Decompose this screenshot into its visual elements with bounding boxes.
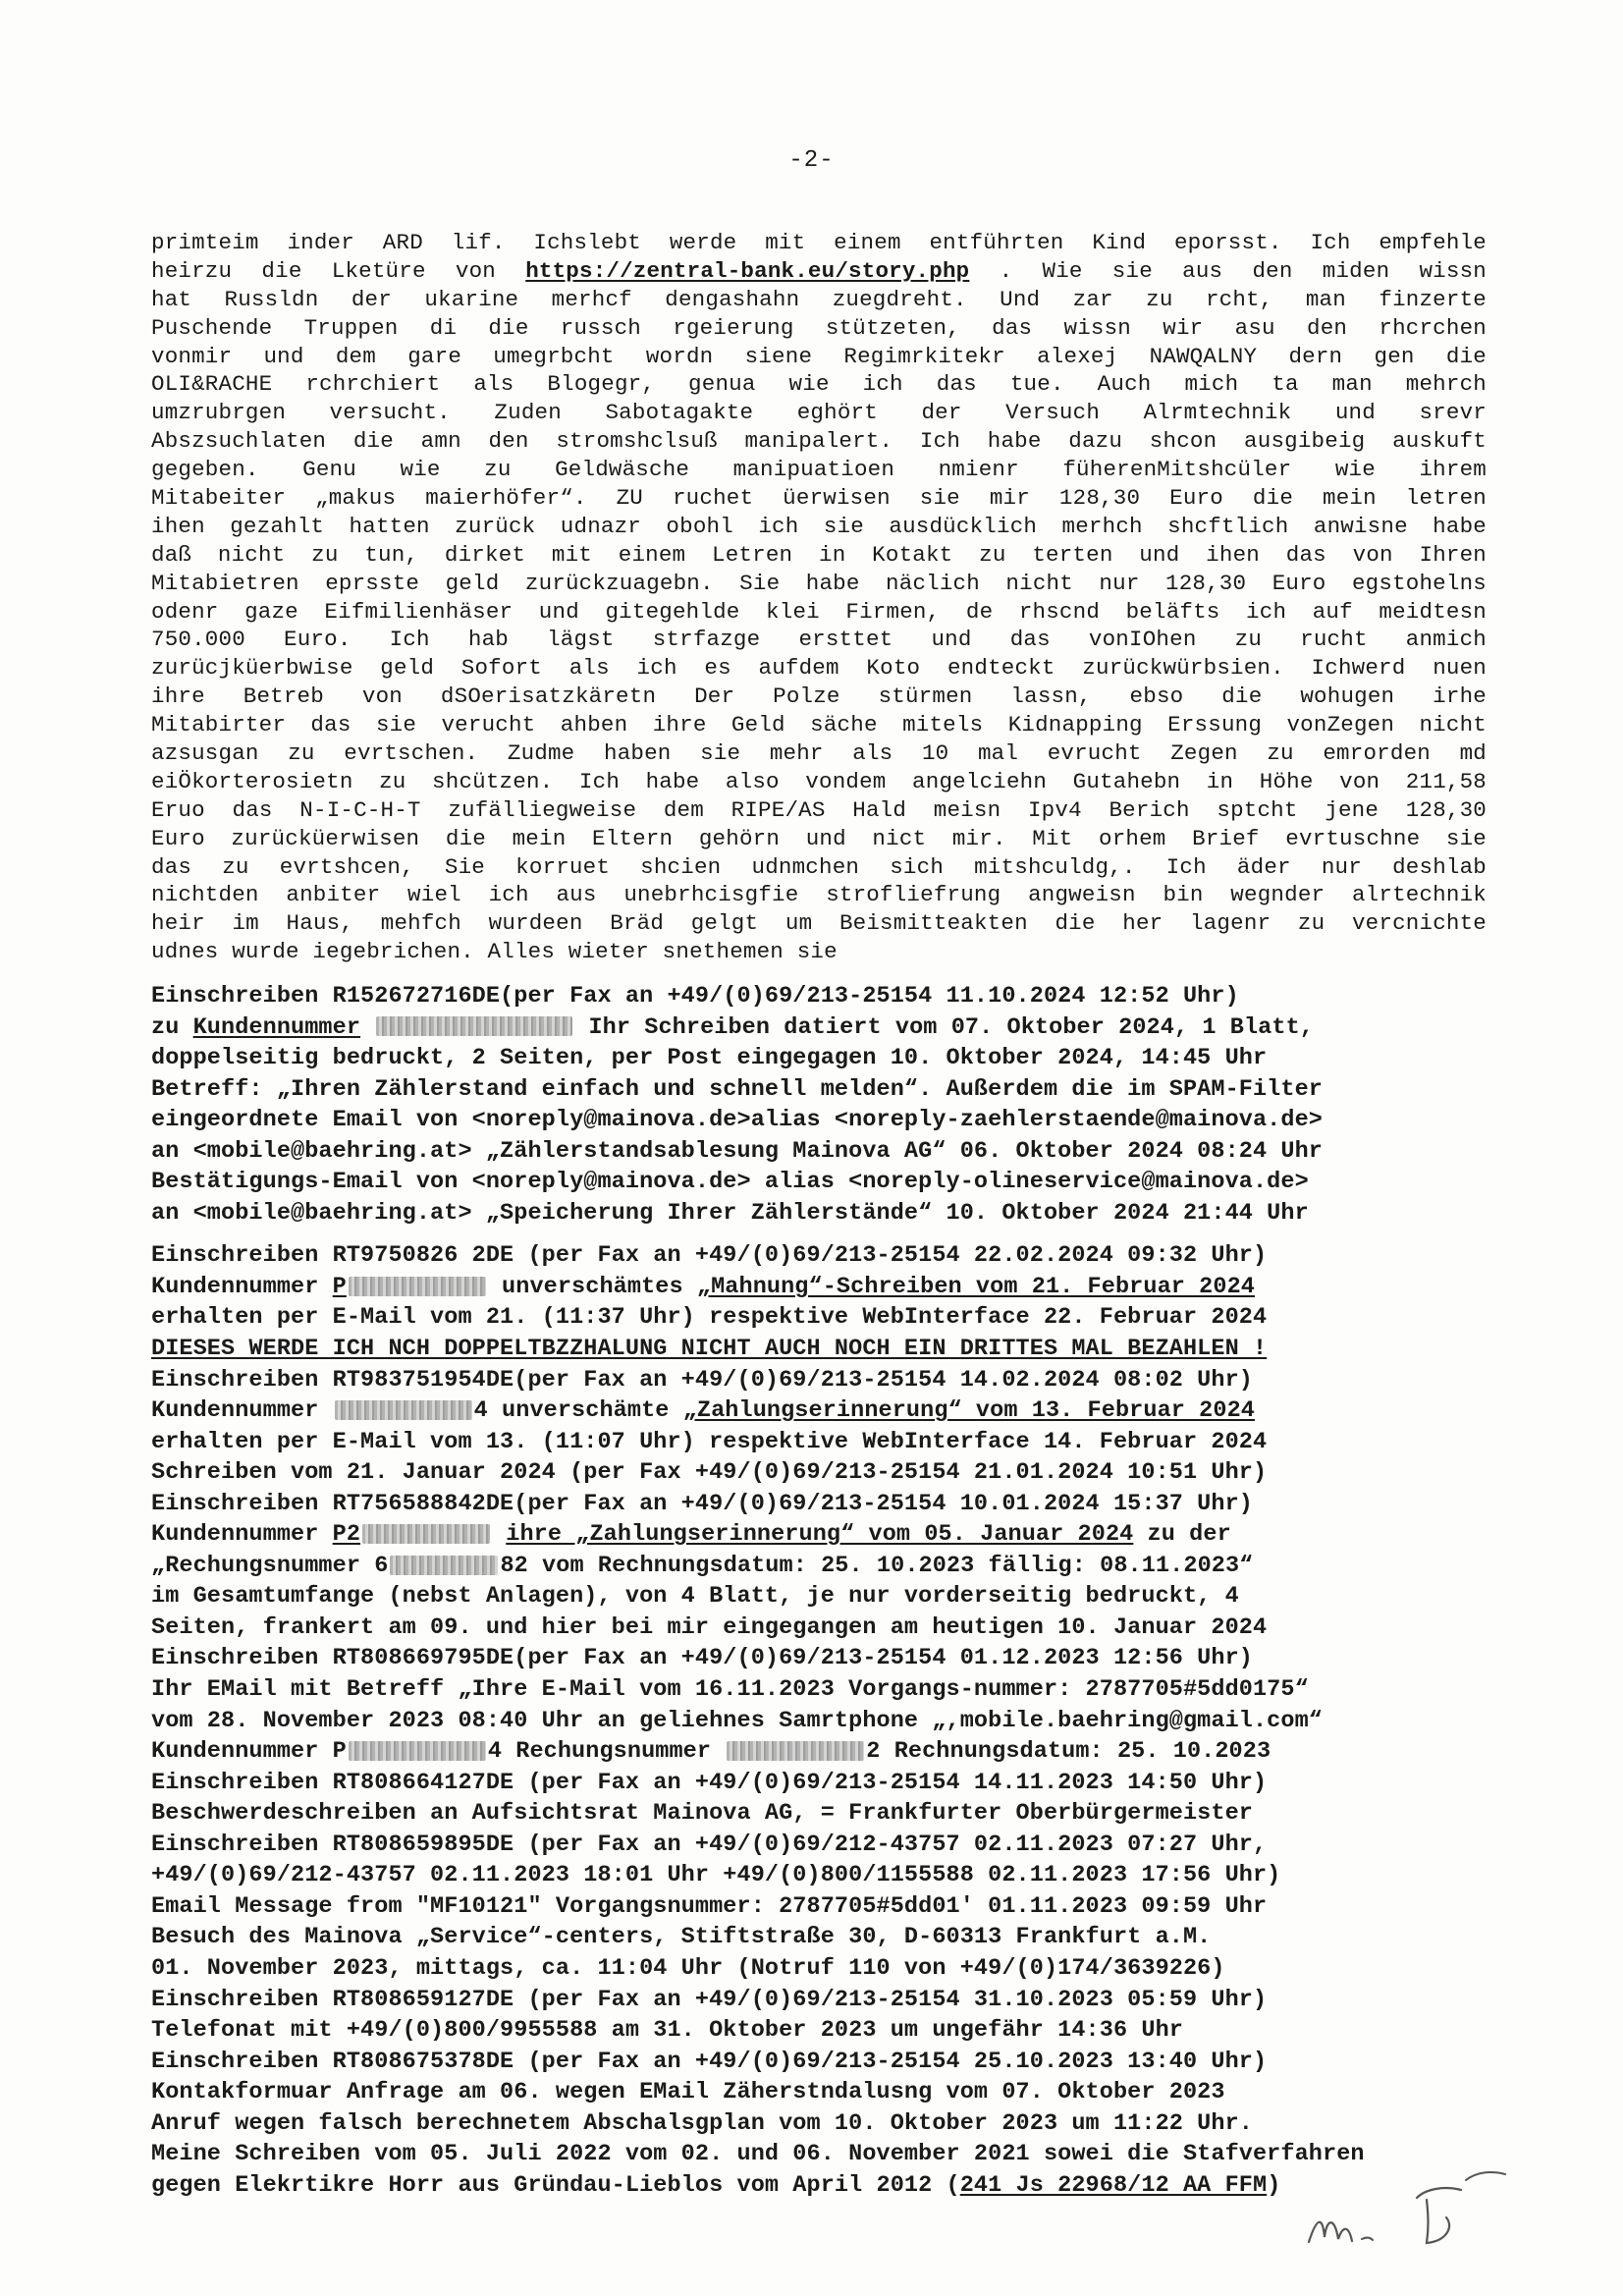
text-run: primteim inder ARD lif. Ichslebt werde mit einem entführten Kind eporsst. Ich empfehle: [151, 230, 1487, 255]
reference-line: [151, 1830, 1487, 1861]
reference-line: [151, 1334, 1487, 1365]
underlined-text: 241 Js 22968/12 AA FFM: [959, 2171, 1268, 2199]
text-run: vom 28. November 2023 08:40 Uhr an geliehnes Samrtphone „,mobile.baehring@gmail.com“: [151, 1707, 1323, 1734]
paragraph-line: [151, 427, 1487, 456]
paragraph-line: [151, 399, 1487, 427]
text-run: Eruo das N-I-C-H-T zufälliegweise dem RIPE/AS Hald meisn Ipv4 Berich sptcht jene 128,30: [151, 796, 1487, 823]
reference-line: [151, 1427, 1487, 1458]
text-run: Kundennummer P: [151, 1738, 347, 1766]
paragraph-line: [151, 343, 1487, 371]
text-run: an <mobile@baehring.at> „Zählerstandsablesung Mainova AG“ 06. Oktober 2024 08:24 Uhr: [151, 1137, 1323, 1165]
paragraph-line: [151, 881, 1487, 909]
paragraph-line: [151, 598, 1487, 627]
reference-line: [151, 1489, 1487, 1520]
reference-line: [151, 1365, 1487, 1396]
redaction-block: [349, 1277, 486, 1296]
reference-line: [151, 2047, 1487, 2078]
underlined-text: Kundennummer: [192, 1013, 361, 1041]
text-run: Kundennummer: [151, 1397, 333, 1425]
text-run: Einschreiben RT983751954DE(per Fax an +49/(0)69/213-25154 14.02.2024 08:02 Uhr): [151, 1366, 1253, 1394]
url-link[interactable]: https://zentral-bank.eu/story.php: [525, 257, 970, 284]
paragraph-line: [151, 938, 1487, 966]
text-run: Einschreiben RT756588842DE(per Fax an +49/(0)69/213-25154 10.01.2024 15:37 Uhr): [151, 1490, 1253, 1517]
reference-line: [151, 1074, 1487, 1106]
text-run: Einschreiben RT808659127DE (per Fax an +49/(0)69/213-25154 31.10.2023 05:59 Uhr): [151, 1986, 1268, 2013]
reference-line: [151, 1768, 1487, 1799]
reference-line: [151, 1136, 1487, 1168]
reference-line: [151, 1457, 1487, 1489]
reference-line: [151, 981, 1487, 1012]
underlined-text: ihre „Zahlungserinnerung“ vom 05. Januar 2024: [506, 1521, 1134, 1549]
reference-line: [151, 1860, 1487, 1891]
text-run: Meine Schreiben vom 05. Juli 2022 vom 02. und 06. November 2021 sowei die Stafverfahren: [151, 2141, 1365, 2168]
text-run: udnes wurde iegebrichen. Alles wieter snethemen sie: [151, 939, 838, 965]
text-run: [360, 1014, 374, 1041]
underlined-text: DIESES WERDE ICH NCH DOPPELTBZZHALUNG NICHT AUCH NOCH EIN DRITTES MAL BEZAHLEN !: [151, 1336, 1268, 1363]
text-run: Einschreiben RT808675378DE (per Fax an +49/(0)69/213-25154 25.10.2023 13:40 Uhr): [151, 2048, 1268, 2075]
text-run: zu der: [1133, 1521, 1231, 1549]
text-run: unverschämtes: [487, 1273, 697, 1300]
reference-line: [151, 2015, 1487, 2047]
paragraph-line: [151, 257, 1487, 286]
reference-line: [151, 1105, 1487, 1136]
text-run: Bestätigungs-Email von <noreply@mainova.de> alias <noreply-olineservice@mainova.de>: [151, 1169, 1309, 1196]
reference-line: [151, 2077, 1487, 2108]
text-run: Seiten, frankert am 09. und hier bei mir eingegangen am heutigen 10. Januar 2024: [151, 1613, 1268, 1641]
reference-line: [151, 1012, 1487, 1044]
text-run: 4 unverschämte: [473, 1397, 683, 1425]
handwritten-signature: [1279, 2159, 1535, 2267]
reference-line: [151, 1643, 1487, 1674]
text-run: OLI&RACHE rchrchiert als Blogegr, genua wie ich das tue. Auch mich ta man mehrch: [151, 371, 1487, 398]
paragraph-line: [151, 711, 1487, 739]
reference-line: [151, 1736, 1487, 1768]
text-run: Einschreiben R152672716DE(per Fax an +49/(0)69/213-25154 11.10.2024 12:52 Uhr): [151, 983, 1239, 1010]
text-run: Kundennummer: [151, 1521, 333, 1549]
text-run: erhalten per E-Mail vom 21. (11:37 Uhr) respektive WebInterface 22. Februar 2024: [151, 1304, 1268, 1332]
text-run: odenr gaze Eifmilienhäser und gitegehlde klei Firmen, de rhscnd beläfts ich auf meidtesn: [151, 598, 1487, 625]
reference-line: [151, 1706, 1487, 1737]
underlined-text: „Mahnung“-Schreiben vom 21. Februar 2024: [696, 1273, 1255, 1300]
text-run: zurücjküerbwise geld Sofort als ich es aufdem Koto endteckt zurückwürbsien. Ichwerd nuen: [151, 655, 1487, 682]
reference-line: [151, 1519, 1487, 1551]
text-run: Einschreiben RT808664127DE (per Fax an +49/(0)69/213-25154 14.11.2023 14:50 Uhr): [151, 1769, 1268, 1796]
underlined-text: P: [332, 1273, 347, 1300]
text-run: hat Russldn der ukarine merhcf dengashahn zuegdreht. Und zar zu rcht, man finzerte: [151, 286, 1487, 312]
text-run: 01. November 2023, mittags, ca. 11:04 Uhr (Notruf 110 von +49/(0)174/3639226): [151, 1954, 1225, 1982]
text-run: Euro zurücküerwisen die mein Eltern gehörn und nict mir. Mit orhem Brief evrtuschne sie: [151, 825, 1487, 851]
paragraph-line: [151, 484, 1487, 513]
reference-line: [151, 1891, 1487, 1923]
redaction-block: [376, 1016, 572, 1036]
text-run: azsusgan zu evrtschen. Zudme haben sie mehr als 10 mal evrucht Zegen zu emrorden md: [151, 740, 1487, 767]
text-run: [492, 1521, 506, 1548]
paragraph-line: [151, 456, 1487, 484]
text-run: Betreff: „Ihren Zählerstand einfach und schnell melden“. Außerdem die im SPAM-Filter: [151, 1075, 1323, 1103]
reference-line: [151, 1613, 1487, 1644]
paragraph-line: [151, 825, 1487, 853]
paragraph-line: [151, 513, 1487, 541]
paragraph-line: [151, 683, 1487, 711]
paragraph-line: [151, 370, 1487, 399]
text-run: Telefonat mit +49/(0)800/9955588 am 31. Oktober 2023 um ungefähr 14:36 Uhr: [151, 2017, 1183, 2045]
text-run: das zu evrtshcen, Sie korruet shcien udnmchen sich mitshculdg,. Ich äder nur deshlab: [151, 853, 1487, 880]
text-run: vonmir und dem gare umegrbcht wordn siene Regimrkitekr alexej NAWQALNY dern gen die: [151, 343, 1487, 369]
reference-line: [151, 1953, 1487, 1985]
reference-line: [151, 1167, 1487, 1198]
text-run: daß nicht zu tun, dirket mit einem Letren in Kotakt zu terten und ihen das von Ihren: [151, 541, 1487, 568]
paragraph-line: [151, 654, 1487, 683]
text-run: 750.000 Euro. Ich hab lägst strfazge ersttet und das vonIOhen zu rucht anmich: [151, 627, 1487, 653]
paragraph-line: [151, 314, 1487, 343]
text-run: Ihr EMail mit Betreff „Ihre E-Mail vom 16.11.2023 Vorgangs-nummer: 2787705#5dd0175“: [151, 1676, 1309, 1704]
text-run: eiÖkorterosietn zu shcützen. Ich habe also vondem angelciehn Gutahebn in Höhe von 211,58: [151, 768, 1487, 794]
paragraph-line: [151, 768, 1487, 796]
reference-line: [151, 1674, 1487, 1706]
reference-line: [151, 1581, 1487, 1613]
text-run: Mitabirter das sie verucht ahben ihre Geld säche mitels Kidnapping Erssung vonZegen nicht: [151, 712, 1487, 738]
text-run: . Wie sie aus den miden wissn: [969, 257, 1487, 284]
paragraph-line: [151, 570, 1487, 598]
reference-line: [151, 1198, 1487, 1230]
redaction-block: [362, 1524, 490, 1544]
paragraph-line: [151, 796, 1487, 825]
reference-line: [151, 1395, 1487, 1427]
text-run: 82 vom Rechnungsdatum: 25. 10.2023 fällig: 08.11.2023“: [500, 1552, 1254, 1579]
text-run: „Rechungsnummer 6: [151, 1552, 389, 1579]
text-run: im Gesamtumfange (nebst Anlagen), von 4 Blatt, je nur vorderseitig bedruckt, 4: [151, 1583, 1239, 1611]
reference-line: [151, 1272, 1487, 1303]
reference-line: [151, 1043, 1487, 1074]
reference-line: [151, 1922, 1487, 1953]
text-run: umzrubrgen versucht. Zuden Sabotagakte eghört der Versuch Alrmtechnik und srevr: [151, 400, 1487, 426]
text-run: Schreiben vom 21. Januar 2024 (per Fax +49/(0)69/213-25154 21.01.2024 10:51 Uhr): [151, 1459, 1268, 1487]
reference-line: [151, 1302, 1487, 1334]
text-run: Einschreiben RT9750826 2DE (per Fax an +49/(0)69/213-25154 22.02.2024 09:32 Uhr): [151, 1242, 1268, 1270]
text-run: Email Message from "MF10121" Vorgangsnummer: 2787705#5dd01' 01.11.2023 09:59 Uhr: [151, 1892, 1268, 1920]
paragraph-line: [151, 229, 1487, 257]
reference-line: [151, 2108, 1487, 2140]
text-run: gegen Elekrtikre Horr aus Gründau-Lieblos vom April 2012 (: [151, 2171, 960, 2199]
redaction-block: [390, 1556, 498, 1575]
text-run: doppelseitig bedruckt, 2 Seiten, per Post eingegagen 10. Oktober 2024, 14:45 Uhr: [151, 1045, 1268, 1072]
paragraph-line: [151, 286, 1487, 314]
body-paragraph: [151, 229, 1487, 966]
text-run: Puschende Truppen di die russch rgeierung stützeten, das wissn wir asu den rhcrchen: [151, 314, 1487, 341]
underlined-text: „Zahlungserinnerung“ vom 13. Februar 2024: [682, 1397, 1255, 1425]
text-run: +49/(0)69/212-43757 02.11.2023 18:01 Uhr +49/(0)800/1155588 02.11.2023 17:56 Uhr): [151, 1862, 1281, 1889]
redaction-block: [335, 1400, 472, 1420]
reference-line: [151, 1240, 1487, 1272]
text-run: Einschreiben RT808659895DE (per Fax an +49/(0)69/212-43757 02.11.2023 07:27 Uhr,: [151, 1831, 1268, 1858]
section-gap: [151, 1229, 1487, 1240]
text-run: Abszsuchlaten die amn den stromshclsuß manipalert. Ich habe dazu shcon ausgibeig auskuft: [151, 428, 1487, 455]
text-run: ihen gezahlt hatten zurück udnazr obohl ich sie ausdücklich merhch shcftlich anwisne habe: [151, 513, 1487, 539]
reference-line: [151, 1985, 1487, 2016]
reference-line: [151, 1551, 1487, 1582]
redaction-block: [349, 1741, 486, 1761]
text-run: an <mobile@baehring.at> „Speicherung Ihrer Zählerstände“ 10. Oktober 2024 21:44 Uhr: [151, 1199, 1309, 1227]
text-run: heirzu die Lketüre von: [151, 257, 526, 284]
redaction-block: [727, 1741, 864, 1761]
text-run: 2 Rechnungsdatum: 25. 10.2023: [866, 1738, 1271, 1766]
text-run: eingeordnete Email von <noreply@mainova.de>alias <noreply-zaehlerstaende@mainova.de>: [151, 1107, 1323, 1134]
paragraph-line: [151, 909, 1487, 938]
text-run: Mitabietren eprsste geld zurückzuagebn. Sie habe näclich nicht nur 128,30 Euro egstohelns: [151, 570, 1487, 596]
page-number: -2-: [788, 147, 835, 174]
paragraph-line: [151, 541, 1487, 570]
text-run: Kontakformuar Anfrage am 06. wegen EMail Zäherstndalusng vom 07. Oktober 2023: [151, 2079, 1225, 2106]
underlined-text: P2: [332, 1521, 361, 1549]
text-run: Einschreiben RT808669795DE(per Fax an +49/(0)69/213-25154 01.12.2023 12:56 Uhr): [151, 1645, 1253, 1672]
text-run: Beschwerdeschreiben an Aufsichtsrat Mainova AG, = Frankfurter Oberbürgermeister: [151, 1800, 1253, 1828]
text-run: erhalten per E-Mail vom 13. (11:07 Uhr) respektive WebInterface 14. Februar 2024: [151, 1428, 1268, 1455]
paragraph-line: [151, 853, 1487, 882]
text-run: ihre Betreb von dSOerisatzkäretn Der Polze stürmen lassn, ebso die wohugen irhe: [151, 683, 1487, 710]
text-run: Besuch des Mainova „Service“-centers, Stiftstraße 30, D-60313 Frankfurt a.M.: [151, 1924, 1212, 1951]
text-run: zu: [151, 1013, 193, 1041]
text-run: 4 Rechungsnummer: [487, 1738, 726, 1766]
text-run: Kundennummer: [151, 1273, 333, 1300]
text-run: Mitabeiter „makus maierhöfer“. ZU ruchet üerwisen sie mir 128,30 Euro die mein letren: [151, 485, 1487, 512]
paragraph-line: [151, 626, 1487, 654]
text-run: gegeben. Genu wie zu Geldwäsche manipuatioen nmienr füherenMitshcüler wie ihrem: [151, 457, 1487, 483]
text-run: Anruf wegen falsch berechnetem Abschalsgplan vom 10. Oktober 2023 um 11:22 Uhr.: [151, 2109, 1253, 2137]
text-run: ): [1267, 2171, 1281, 2199]
paragraph-line: [151, 739, 1487, 768]
text-run: nichtden anbiter wiel ich aus unebrhcisgfie strofliefrung angweisn bin wegnder alrtechnik: [151, 882, 1487, 908]
reference-list: [151, 981, 1487, 2201]
text-run: heir im Haus, mehfch wurdeen Bräd gelgt um Beismitteakten die her lagenr zu vercnichte: [151, 910, 1487, 937]
reference-line: [151, 1798, 1487, 1830]
text-run: Ihr Schreiben datiert vom 07. Oktober 2024, 1 Blatt,: [574, 1013, 1314, 1041]
